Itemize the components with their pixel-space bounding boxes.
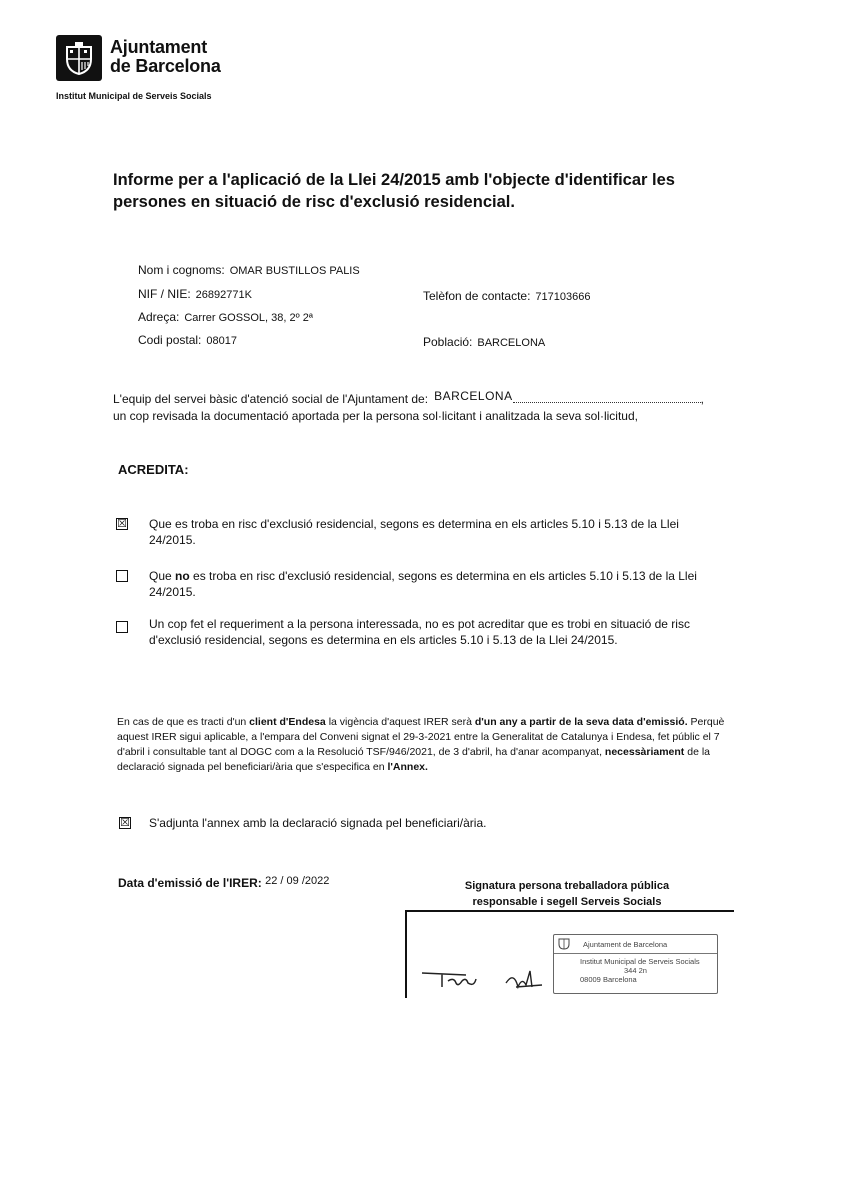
option-3-checkbox[interactable] <box>116 621 128 633</box>
option-1-checkbox[interactable]: ☒ <box>117 518 127 530</box>
field-nom: Nom i cognoms: OMAR BUSTILLOS PALIS <box>138 263 360 277</box>
handwritten-signature <box>418 965 548 995</box>
acredita-heading: ACREDITA: <box>118 462 189 477</box>
intro-line-1: L'equip del servei bàsic d'atenció social de l'Ajuntament de: BARCELONA , <box>113 389 704 406</box>
option-1-text: Que es troba en risc d'exclusió residencial, segons es determina en els articles 5.10 i 5.13 de la Llei 24/2015. <box>149 517 679 547</box>
emissio-date: Data d'emissió de l'IRER: 22 / 09 /2022 <box>118 875 330 890</box>
barcelona-logo <box>56 35 102 81</box>
org-name: Ajuntament de Barcelona <box>110 37 221 76</box>
option-3-text: Un cop fet el requeriment a la persona interessada, no es pot acreditar que es trobi en situació de risc d'exclusió residencial, segons es determina en els articles 5.10 i 5.13 de la Llei 24/2015. <box>149 617 690 647</box>
field-telefon: Telèfon de contacte: 717103666 <box>423 289 591 303</box>
option-2-text: Que no es troba en risc d'exclusió residencial, segons es determina en els articles 5.10 i 5.13 de la Llei 24/2015. <box>149 569 697 599</box>
field-nif: NIF / NIE: 26892771K <box>138 287 252 301</box>
coat-of-arms-icon <box>64 41 94 75</box>
endesa-paragraph: En cas de que es tracti d'un client d'Endesa la vigència d'aquest IRER serà d'un any a partir de la seva data d'emissió. Perquè aquest IRER sigui aplicable, a l'empara del Conveni signat el 29-3-2021 entre la Generalitat de Catalunya i Endesa, fet públic el 7 d'abril i consultable tant al DOGC com a la Resolució TSF/946/2021, de 3 d'abril, ha d'anar acompanyat, necessàriament de la declaració signada pel beneficiari/ària que s'especifica en l'Annex. <box>117 716 725 773</box>
intro-line-2: un cop revisada la documentació aportada per la persona sol·licitant i analitzada la seva sol·licitud, <box>113 409 638 423</box>
stamp-logo-icon <box>557 938 571 950</box>
option-2-checkbox[interactable] <box>116 570 128 582</box>
official-stamp: Ajuntament de Barcelona Institut Municipal de Serveis Socials 344 2n 08009 Barcelona <box>553 934 718 994</box>
signature-title: Signatura persona treballadora pública responsable i segell Serveis Socials <box>464 880 670 908</box>
institut-name: Institut Municipal de Serveis Socials <box>56 91 212 101</box>
field-adreca: Adreça: Carrer GOSSOL, 38, 2º 2ª <box>138 310 313 324</box>
annex-checkbox[interactable]: ☒ <box>120 817 130 829</box>
document-title: Informe per a l'aplicació de la Llei 24/2015 amb l'objecte d'identificar les persones en situació de risc d'exclusió residencial. <box>113 171 675 211</box>
field-poblacio: Població: BARCELONA <box>423 335 546 349</box>
annex-text: S'adjunta l'annex amb la declaració signada pel beneficiari/ària. <box>149 816 487 830</box>
field-codi-postal: Codi postal: 08017 <box>138 333 237 347</box>
